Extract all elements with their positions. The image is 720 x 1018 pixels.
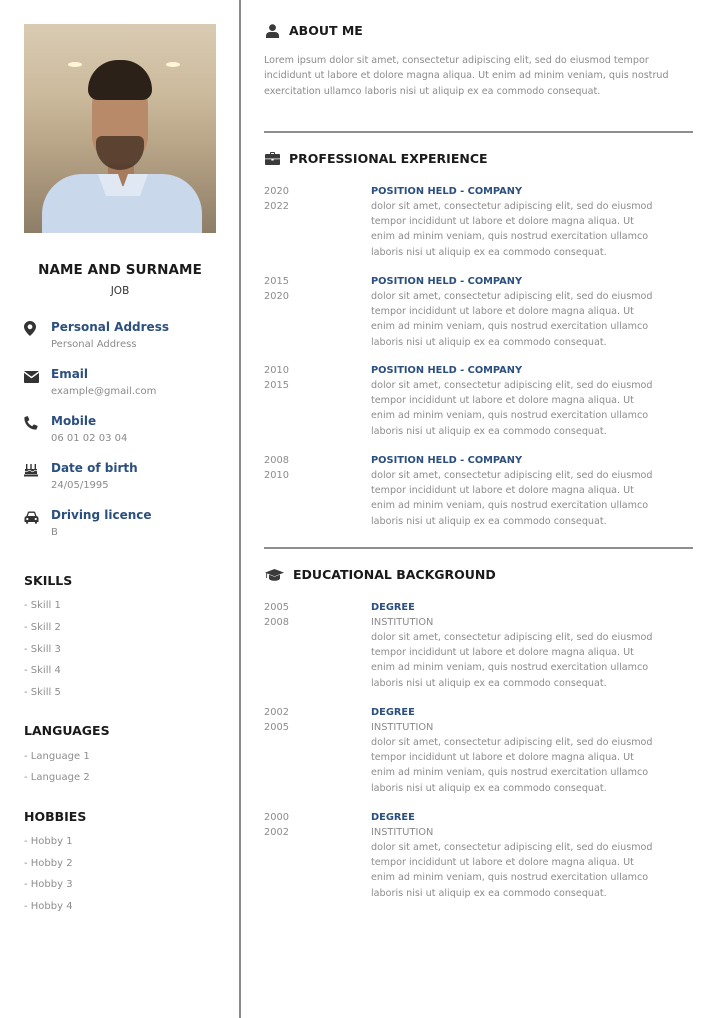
skill-item: - Skill 5 [24, 687, 61, 698]
institution-name: INSTITUTION [371, 617, 434, 628]
institution-name: INSTITUTION [371, 722, 434, 733]
hobbies-heading: HOBBIES [24, 809, 87, 824]
start-year: 2020 [264, 186, 289, 197]
hobby-item: - Hobby 4 [24, 901, 73, 912]
start-year: 2005 [264, 602, 289, 613]
description-line: tempor incididunt ut labore et dolore magna aliqua. Ut [371, 216, 634, 228]
description-line: dolor sit amet, consectetur adipiscing elit, sed do eiusmod [371, 470, 653, 481]
section-divider [264, 547, 693, 549]
contact-value: Personal Address [51, 339, 137, 350]
contact-value: 24/05/1995 [51, 480, 109, 491]
entry-years [264, 453, 324, 483]
start-year: 2000 [264, 812, 289, 823]
about-heading: ABOUT ME [289, 23, 363, 38]
phone-icon [24, 415, 38, 429]
degree-description [371, 840, 696, 901]
job-title: JOB [110, 285, 130, 297]
entry-content [371, 810, 696, 901]
position-title: POSITION HELD - COMPANY [371, 365, 523, 376]
start-year: 2015 [264, 276, 289, 287]
position-description [371, 199, 696, 260]
description-line: tempor incididunt ut labore et dolore magna aliqua. Ut [371, 752, 634, 764]
position-description [371, 289, 696, 350]
description-line: enim ad minim veniam, quis nostrud exercitation ullamco [371, 662, 649, 674]
experience-heading: PROFESSIONAL EXPERIENCE [289, 151, 488, 166]
about-section-header [264, 23, 363, 38]
position-title: POSITION HELD - COMPANY [371, 276, 523, 287]
skill-item: - Skill 4 [24, 665, 61, 676]
photo-beard [96, 136, 144, 170]
ceiling-light [68, 62, 82, 67]
hobby-item: - Hobby 1 [24, 836, 73, 847]
position-title: POSITION HELD - COMPANY [371, 455, 523, 466]
description-line: tempor incididunt ut labore et dolore magna aliqua. Ut [371, 647, 634, 659]
contact-label: Date of birth [51, 461, 138, 475]
description-line: laboris nisi ut aliquip ex ea commodo consequat. [371, 336, 607, 348]
profile-photo [24, 24, 216, 233]
end-year: 2008 [264, 617, 289, 629]
entry-content [371, 600, 696, 691]
entry-content [371, 705, 696, 796]
entry-years [264, 810, 324, 840]
description-line: laboris nisi ut aliquip ex ea commodo consequat. [371, 425, 607, 437]
car-icon [24, 509, 38, 523]
contact-value: example@gmail.com [51, 386, 157, 397]
description-line: laboris nisi ut aliquip ex ea commodo consequat. [371, 887, 607, 899]
degree-description [371, 735, 696, 796]
description-line: laboris nisi ut aliquip ex ea commodo consequat. [371, 515, 607, 527]
degree-description [371, 630, 696, 691]
about-text: Lorem ipsum dolor sit amet, consectetur adipiscing elit, sed do eiusmod tempor incididunt ut labore et dolore magna aliqua. Ut enim ad minim veniam, quis nostrud exercitation ullamco laboris nisi ut aliquip ex ea commodo consequat. [264, 55, 669, 97]
description-line: laboris nisi ut aliquip ex ea commodo consequat. [371, 246, 607, 258]
photo-hair [88, 60, 152, 100]
hobby-item: - Hobby 2 [24, 858, 73, 869]
end-year: 2022 [264, 201, 289, 213]
description-line: dolor sit amet, consectetur adipiscing elit, sed do eiusmod [371, 291, 653, 302]
description-line: enim ad minim veniam, quis nostrud exercitation ullamco [371, 410, 649, 422]
language-item: - Language 2 [24, 772, 90, 783]
end-year: 2005 [264, 722, 289, 734]
description-line: enim ad minim veniam, quis nostrud exercitation ullamco [371, 500, 649, 512]
user-icon [264, 24, 280, 38]
skill-item: - Skill 2 [24, 622, 61, 633]
description-line: dolor sit amet, consectetur adipiscing elit, sed do eiusmod [371, 201, 653, 212]
education-section-header [264, 567, 496, 582]
institution-name: INSTITUTION [371, 827, 434, 838]
description-line: dolor sit amet, consectetur adipiscing elit, sed do eiusmod [371, 380, 653, 391]
description-line: laboris nisi ut aliquip ex ea commodo consequat. [371, 677, 607, 689]
degree-title: DEGREE [371, 707, 415, 718]
entry-content [371, 453, 696, 529]
experience-section-header [264, 151, 488, 166]
description-line: laboris nisi ut aliquip ex ea commodo consequat. [371, 782, 607, 794]
description-line: tempor incididunt ut labore et dolore magna aliqua. Ut [371, 395, 634, 407]
graduation-cap-icon [264, 568, 284, 582]
entry-years [264, 600, 324, 630]
entry-content [371, 274, 696, 350]
section-divider [264, 131, 693, 133]
description-line: enim ad minim veniam, quis nostrud exercitation ullamco [371, 767, 649, 779]
skill-item: - Skill 3 [24, 644, 61, 655]
end-year: 2002 [264, 827, 289, 839]
description-line: dolor sit amet, consectetur adipiscing elit, sed do eiusmod [371, 632, 653, 643]
sidebar [0, 0, 240, 1018]
position-title: POSITION HELD - COMPANY [371, 186, 523, 197]
entry-content [371, 363, 696, 439]
column-divider [239, 0, 241, 1018]
map-pin-icon [24, 321, 38, 335]
description-line: enim ad minim veniam, quis nostrud exercitation ullamco [371, 321, 649, 333]
start-year: 2010 [264, 365, 289, 376]
skill-item: - Skill 1 [24, 600, 61, 611]
hobby-item: - Hobby 3 [24, 879, 73, 890]
entry-years [264, 705, 324, 735]
description-line: dolor sit amet, consectetur adipiscing elit, sed do eiusmod [371, 737, 653, 748]
education-heading: EDUCATIONAL BACKGROUND [293, 567, 496, 582]
language-item: - Language 1 [24, 751, 90, 762]
end-year: 2015 [264, 380, 289, 392]
end-year: 2010 [264, 470, 289, 482]
description-line: dolor sit amet, consectetur adipiscing elit, sed do eiusmod [371, 842, 653, 853]
contact-label: Mobile [51, 414, 97, 428]
start-year: 2002 [264, 707, 289, 718]
contact-label: Personal Address [51, 320, 169, 334]
contact-value: B [51, 527, 58, 538]
ceiling-light [166, 62, 180, 67]
briefcase-icon [264, 152, 280, 166]
full-name: NAME AND SURNAME [38, 262, 202, 278]
contact-label: Driving licence [51, 508, 152, 522]
degree-title: DEGREE [371, 812, 415, 823]
description-line: enim ad minim veniam, quis nostrud exercitation ullamco [371, 231, 649, 243]
contact-label: Email [51, 367, 89, 381]
entry-content [371, 184, 696, 260]
envelope-icon [24, 368, 38, 382]
description-line: tempor incididunt ut labore et dolore magna aliqua. Ut [371, 306, 634, 318]
position-description [371, 378, 696, 439]
position-description [371, 468, 696, 529]
end-year: 2020 [264, 291, 289, 303]
start-year: 2008 [264, 455, 289, 466]
entry-years [264, 184, 324, 214]
languages-heading: LANGUAGES [24, 723, 110, 738]
entry-years [264, 274, 324, 304]
description-line: tempor incididunt ut labore et dolore magna aliqua. Ut [371, 857, 634, 869]
description-line: enim ad minim veniam, quis nostrud exercitation ullamco [371, 872, 649, 884]
entry-years [264, 363, 324, 393]
description-line: tempor incididunt ut labore et dolore magna aliqua. Ut [371, 485, 634, 497]
birthday-cake-icon [24, 462, 38, 476]
contact-value: 06 01 02 03 04 [51, 433, 128, 444]
degree-title: DEGREE [371, 602, 415, 613]
skills-heading: SKILLS [24, 573, 73, 588]
